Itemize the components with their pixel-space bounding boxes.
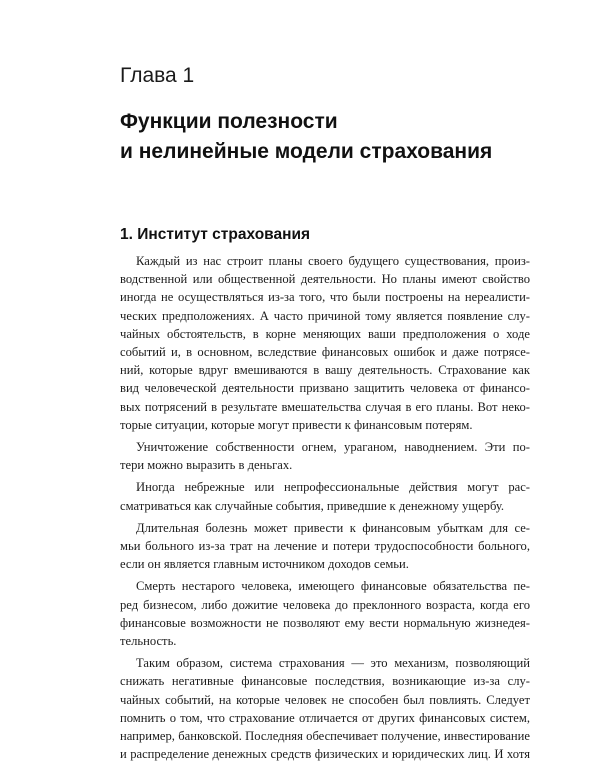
text-line: Уничтожение собственности огнем, ураганом, наводнением. Эти по- <box>136 440 530 455</box>
text-line: иногда не осуществляться из-за того, что были построены на нереалисти- <box>120 290 530 305</box>
paragraph <box>120 252 530 434</box>
chapter-title-line: и нелинейные модели страхования <box>120 140 493 163</box>
text-line: например, банковской. Последняя обеспечивает получение, инвестирование <box>120 729 530 744</box>
text-line: Длительная болезнь может привести к финансовым убыткам для се- <box>136 520 530 535</box>
text-line: если он является главным источником доходов семьи. <box>120 557 409 572</box>
text-line: ческих предположениях. А часто причиной тому является появление слу- <box>120 308 530 323</box>
section-heading: 1. Институт страхования <box>120 226 311 243</box>
text-line: тельность. <box>120 634 177 649</box>
text-line: событий и, в основном, вследствие финансовых ошибок и даже потрясе- <box>120 345 530 360</box>
text-line: вых потрясений в результате вмешательства случая в его планы. Вот неко- <box>120 399 530 414</box>
text-line: тери можно выразить в деньгах. <box>120 458 293 473</box>
chapter-title <box>120 107 492 167</box>
text-line: вид человеческой деятельности призвано защитить человека от финансо- <box>120 381 530 396</box>
text-line: Таким образом, система страхования — это механизм, позволяющий <box>136 656 530 671</box>
paragraph <box>120 438 530 474</box>
text-line: ред бизнесом, либо дожитие человека до преклонного возраста, когда его <box>120 597 530 612</box>
text-line: мьи больного из-за трат на лечение и потери трудоспособности больного, <box>120 539 530 554</box>
text-line: финансовые возможности не позволяют ему вести нормальную жизнедея- <box>120 615 530 630</box>
chapter-title-line: Функции полезности <box>120 110 338 133</box>
paragraph <box>120 478 530 514</box>
paragraph <box>120 654 530 763</box>
text-line: снижать негативные финансовые последствия, возникающие из-за слу- <box>120 674 530 689</box>
text-line: чайных обстоятельств, в корне меняющих ваши предположения о ходе <box>120 326 530 341</box>
paragraph <box>120 577 530 650</box>
text-line: сматриваться как случайные события, приведшие к денежному ущербу. <box>120 498 505 513</box>
text-line: Иногда небрежные или непрофессиональные действия могут рас- <box>136 480 530 495</box>
text-line: ний, которые вдруг вмешиваются в вашу деятельность. Страхование как <box>120 363 530 378</box>
text-line: Каждый из нас строит планы своего будущего существования, произ- <box>136 254 530 268</box>
paragraph <box>120 519 530 574</box>
text-line: и распределение денежных средств физических и юридических лиц. И хотя <box>120 747 530 762</box>
text-line: чайных событий, на которые человек не способен был повлиять. Следует <box>120 692 530 707</box>
text-line: водственной или общественной деятельности. Но планы имеют свойство <box>120 272 530 287</box>
chapter-label: Глава 1 <box>120 64 195 87</box>
text-line: торые ситуации, которые могут привести к финансовым потерям. <box>120 417 473 432</box>
text-line: Смерть нестарого человека, имеющего финансовые обязательства пе- <box>136 579 530 594</box>
text-line: помнить о том, что страхование отличается от других финансовых систем, <box>120 710 530 725</box>
body-text <box>120 252 530 767</box>
